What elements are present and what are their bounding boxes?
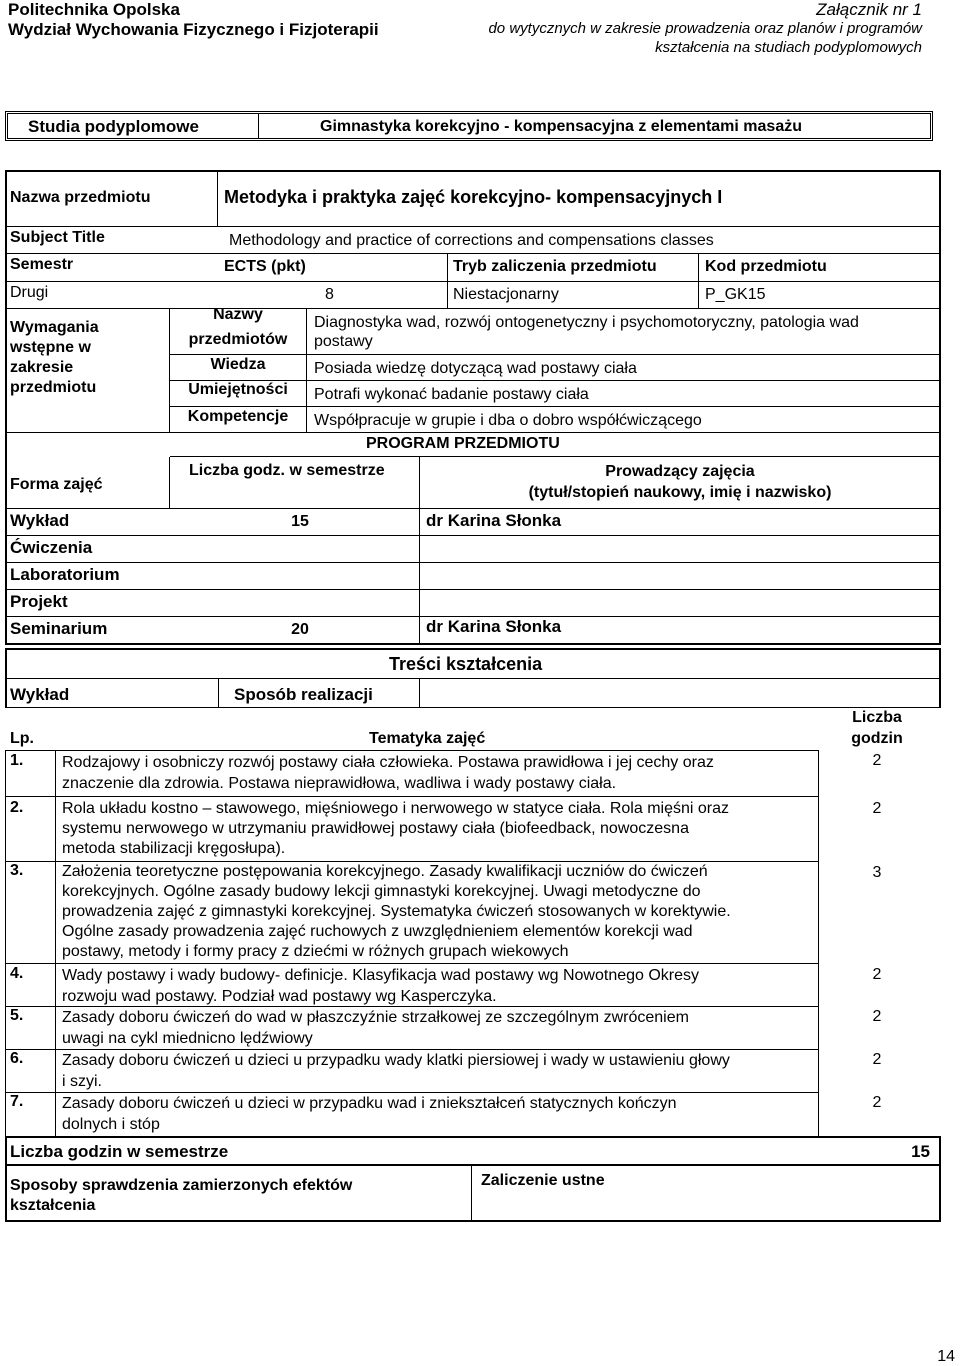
topic-hours: 2 [872,1094,882,1111]
topics-col-hours-1: Liczba [852,709,902,726]
hours-label: Liczba godz. w semestrze [189,462,385,479]
total-value: 15 [911,1142,930,1161]
lecturer-label-1: Prowadzący zajęcia [605,463,755,480]
subjects-value-line2: postawy [314,333,373,350]
annex-number: Załącznik nr 1 [816,0,922,19]
skills-label: Umiejętności [188,381,288,398]
topic-hours: 3 [872,864,882,881]
topic-lp: 6. [10,1050,24,1067]
content-form-row [5,678,941,708]
topic-text: Wady postawy i wady budowy- definicje. Klasyfikacja wad postawy wg Nowotnego Okresy rozwoju wad postawy. Podział wad postawy wg Kasperczyka. [62,967,700,1005]
topic-lp: 2. [10,799,24,816]
faculty-name: Wydział Wychowania Fizycznego i Fizjoterapii [8,20,379,39]
program-row-form: Projekt [10,592,68,611]
topic-hours: 2 [872,1008,882,1025]
study-label: Studia podyplomowe [28,117,199,136]
program-row-lecturer: dr Karina Słonka [426,617,562,636]
annex-subtitle-line1: do wytycznych w zakresie prowadzenia oraz planów i programów [488,20,922,37]
course-name-label: Nazwa przedmiotu [10,189,151,206]
topics-col-topic: Tematyka zajęć [369,730,486,747]
topic-lp: 7. [10,1093,24,1110]
topic-lp: 4. [10,965,24,982]
program-row-form: Laboratorium [10,565,120,584]
total-label: Liczba godzin w semestrze [10,1142,229,1161]
code-value: P_GK15 [705,286,766,303]
subject-title: Methodology and practice of corrections and compensations classes [229,232,714,249]
topic-text: Założenia teoretyczne postępowania korekcyjnego. Zasady kwalifikacji uczniów do ćwiczeń korekcyjnych. Ogólne zasady budowy lekcji gimnastyki korekcyjnej. Uwagi metodyczne do prowadzenia zajęć z gimnastyki korekcyjnej. Systematyka ćwiczeń stosowanych w korektywie. Ogólne zasady prowadzenia zajęć ruchowych z uwzględnieniem elementów korekcji wad postawy, metody i formy pracy z dziećmi w różnych grupach wiekowych [62,863,731,960]
knowledge-label: Wiedza [210,356,266,373]
ects-label: ECTS (pkt) [224,258,306,275]
knowledge-value: Posiada wiedzę dotyczącą wad postawy ciała [314,360,637,377]
mode-value: Niestacjonarny [453,286,559,303]
lecturer-label-2: (tytuł/stopień naukowy, imię i nazwisko) [528,484,832,501]
topic-hours: 2 [872,800,882,817]
subject-title-label: Subject Title [10,229,105,246]
semester-label: Semestr [10,256,74,273]
prerequisites-label: Wymagania wstępne w zakresie przedmiotu [10,319,99,396]
page-number: 14 [937,1348,955,1365]
subjects-value-line1: Diagnostyka wad, rozwój ontogenetyczny i psychomotoryczny, patologia wad [314,314,859,331]
topic-text: Rodzajowy i osobniczy rozwój postawy ciała człowieka. Postawa prawidłowa i jej cechy oraz znaczenie dla zdrowia. Postawa nieprawidłowa, wadliwa i wady postawy ciała. [62,754,714,792]
assessment-label-2: kształcenia [10,1197,96,1214]
topic-hours: 2 [872,966,882,983]
skills-value: Potrafi wykonać badanie postawy ciała [314,386,589,403]
assessment-label-1: Sposoby sprawdzenia zamierzonych efektów [10,1177,353,1194]
content-method-label: Sposób realizacji [234,685,373,704]
program-title: PROGRAM PRZEDMIOTU [366,435,560,452]
program-row-form: Ćwiczenia [10,538,93,557]
topics-col-lp: Lp. [10,730,34,747]
study-name: Gimnastyka korekcyjno - kompensacyjna z elementami masażu [320,118,802,135]
topic-lp: 1. [10,752,24,769]
code-label: Kod przedmiotu [705,258,827,275]
topic-lp: 5. [10,1007,24,1024]
topic-text: Zasady doboru ćwiczeń do wad w płaszczyźnie strzałkowej ze szczególnym zwróceniem uwagi na cykl miednicno lędźwiowy [62,1009,689,1047]
program-row-form: Seminarium [10,619,108,638]
topic-lp: 3. [10,862,24,879]
program-row-form: Wykład [10,511,70,530]
topic-hours: 2 [872,1051,882,1068]
form-label: Forma zajęć [10,476,103,493]
ects-value: 8 [325,286,334,303]
study-box [5,111,933,141]
competences-label: Kompetencje [187,408,289,425]
assessment-value: Zaliczenie ustne [481,1172,605,1189]
topic-text: Zasady doboru ćwiczeń u dzieci u przypadku wady klatki piersiowej i wady w ustawieniu głowy i szyi. [62,1052,730,1090]
program-row-hours: 15 [291,513,309,530]
annex-subtitle-line2: kształcenia na studiach podyplomowych [655,39,922,56]
content-form: Wykład [10,685,70,704]
topics-col-hours-2: godzin [851,730,903,747]
topic-text: Rola układu kostno – stawowego, mięśniowego i nerwowego w statyce ciała. Rola mięśni oraz systemu nerwowego w utrzymaniu prawidłowej postawy ciała (biofeedback, nowoczesna metoda stabilizacji kręgosłupa). [62,800,729,857]
course-name: Metodyka i praktyka zajęć korekcyjno- kompensacyjnych I [224,187,723,207]
competences-value: Współpracuje w grupie i dba o dobro współćwiczącego [314,412,702,429]
university-name: Politechnika Opolska [8,0,180,19]
topic-text: Zasady doboru ćwiczeń u dzieci w przypadku wad i zniekształceń statycznych kończyn dolnych i stóp [62,1095,677,1133]
semester-value: Drugi [10,284,49,301]
topic-hours: 2 [872,752,882,769]
mode-label: Tryb zaliczenia przedmiotu [453,258,657,275]
program-row-hours: 20 [291,621,309,638]
subjects-label-1: Nazwy [213,306,263,323]
program-row-lecturer: dr Karina Słonka [426,511,562,530]
content-title: Treści kształcenia [389,654,543,674]
subjects-label-2: przedmiotów [188,331,288,348]
